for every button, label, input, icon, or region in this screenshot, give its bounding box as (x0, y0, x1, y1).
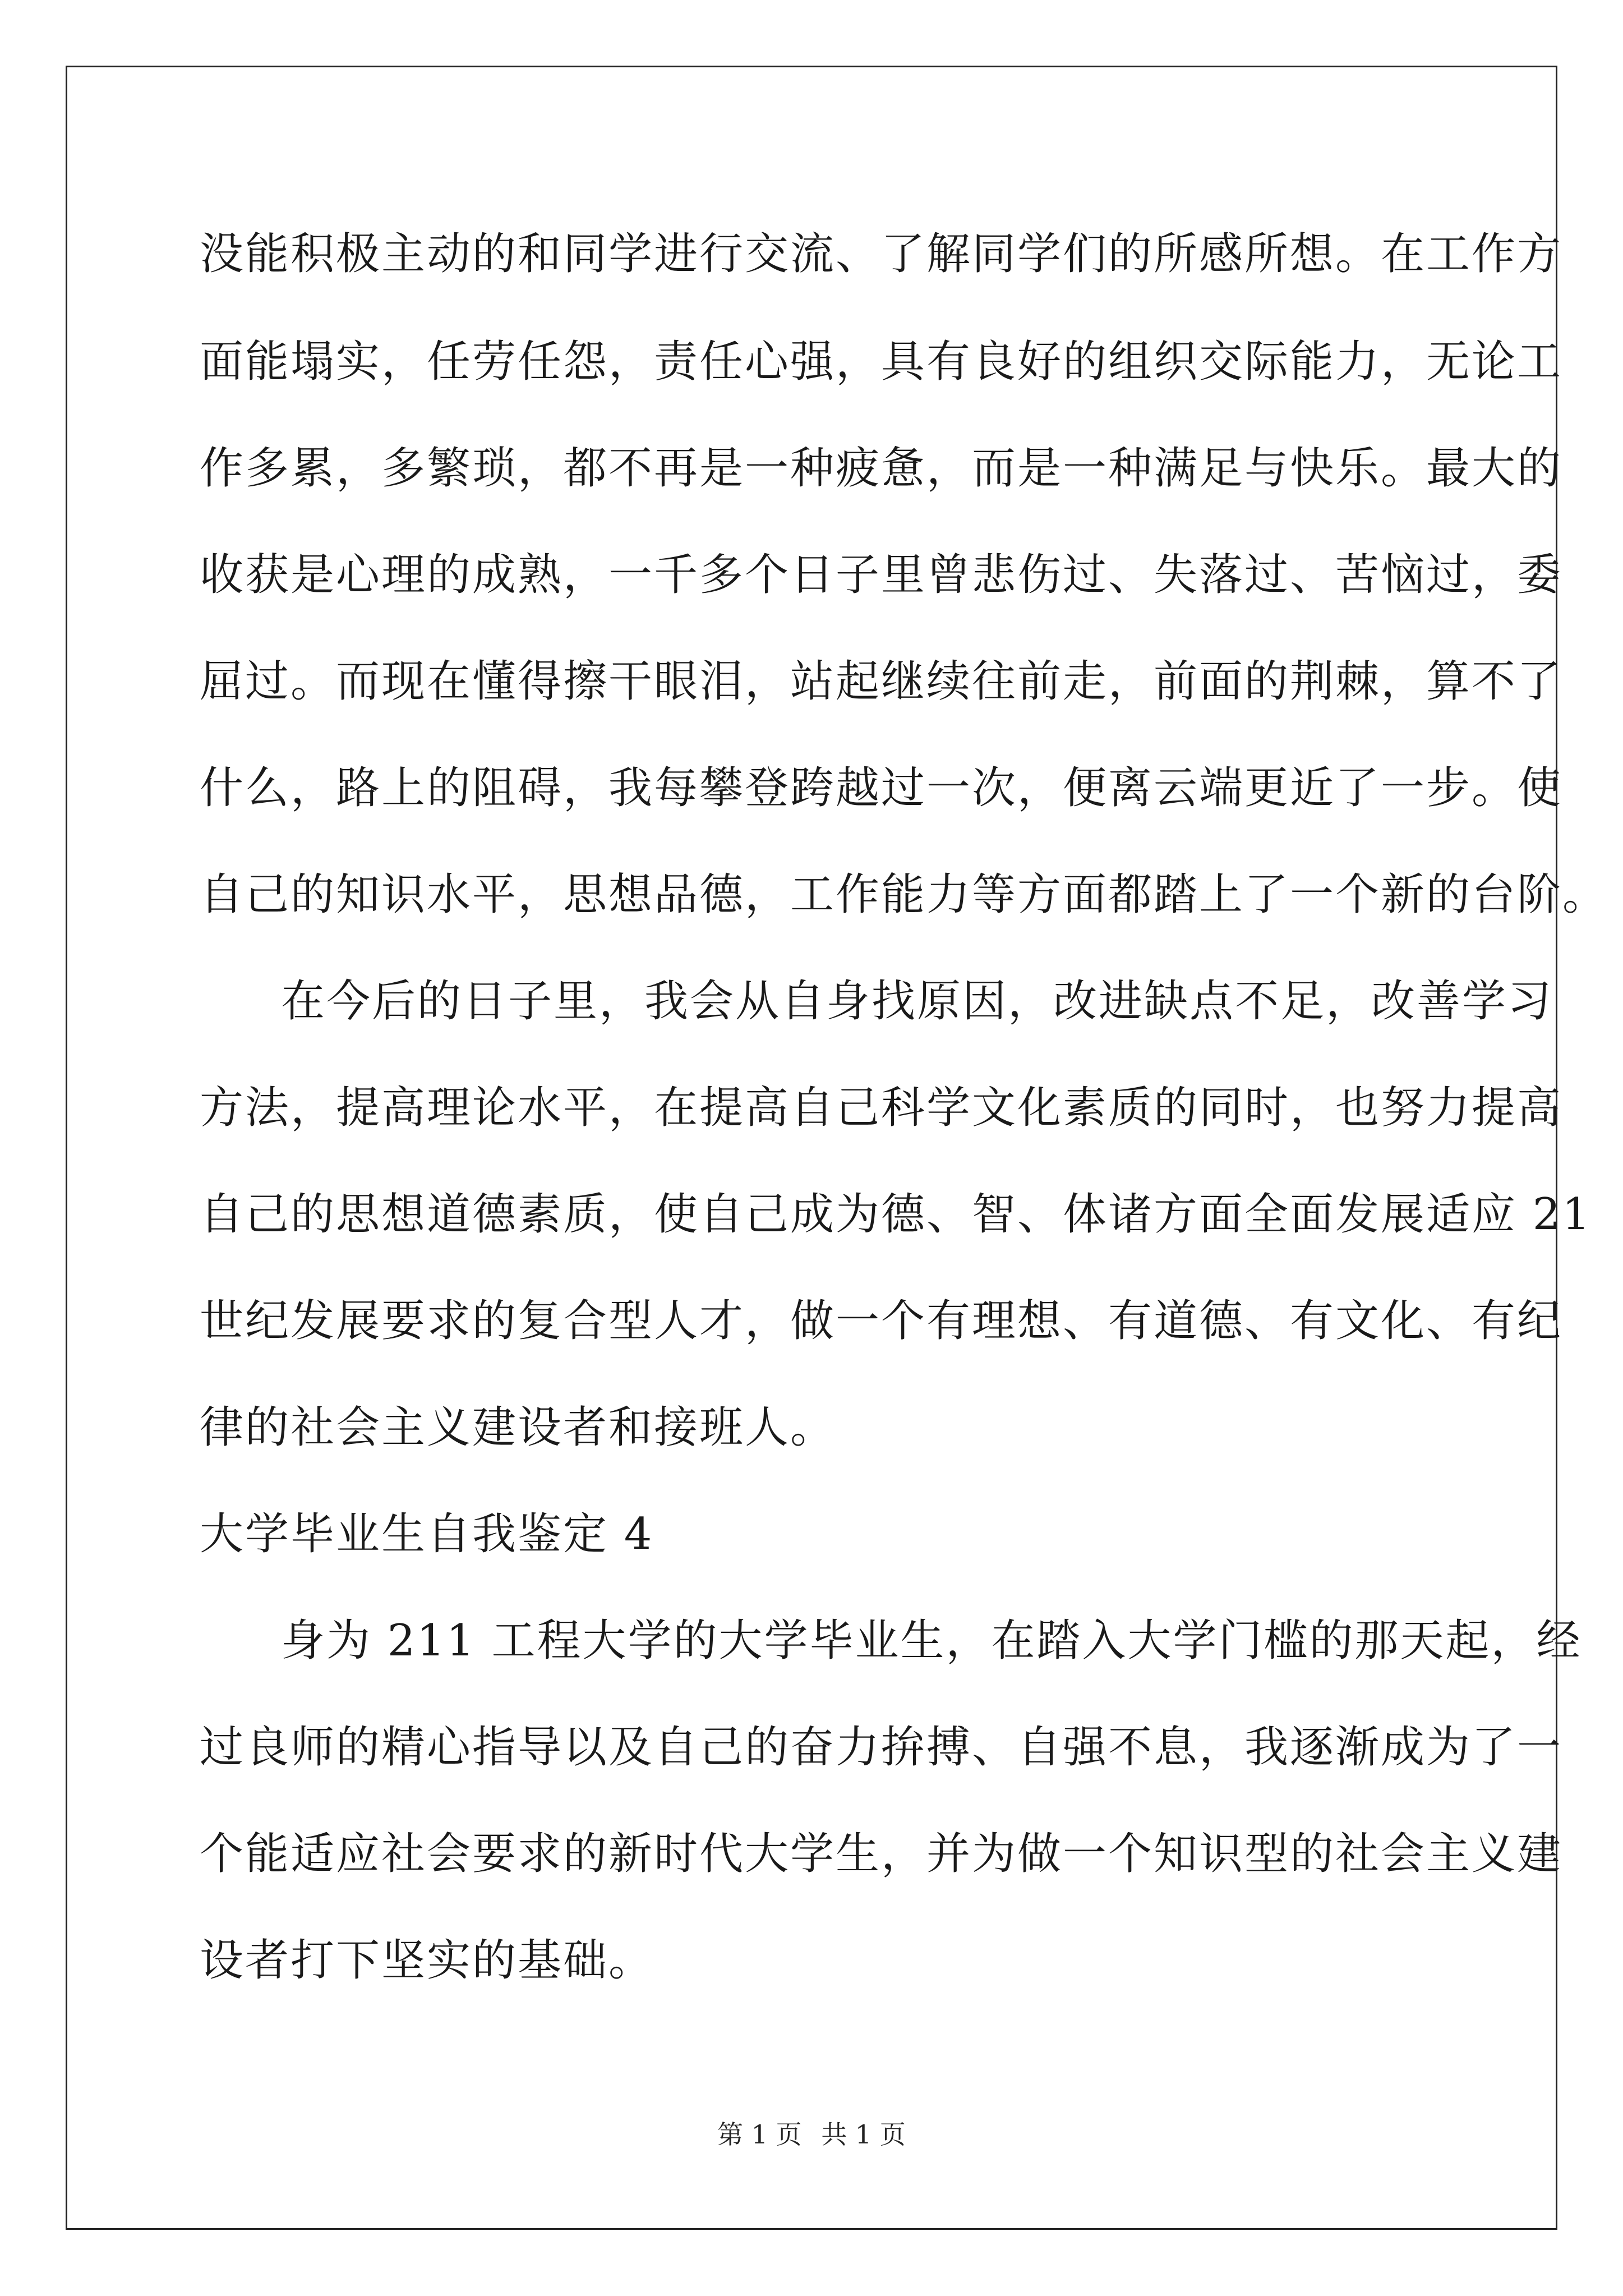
section-heading: 大学毕业生自我鉴定 4 (200, 1509, 654, 1559)
page-footer (0, 2118, 1623, 2151)
text-line: 世纪发展要求的复合型人才，做一个有理想、有道德、有文化、有纪 (200, 1296, 1563, 1346)
text-line: 过良师的精心指导以及自己的奋力拚搏、自强不息，我逐渐成为了一 (200, 1722, 1563, 1773)
document-body (200, 220, 1608, 2033)
paragraph-start-line: 身为 211 工程大学的大学毕业生，在踏入大学门槛的那天起，经 (281, 1616, 1582, 1666)
text-line: 面能塌实，任劳任怨，责任心强，具有良好的组织交际能力，无论工 (200, 337, 1563, 387)
text-line: 自己的思想道德素质，使自己成为德、智、体诸方面全面发展适应 21 (200, 1189, 1592, 1240)
text-line: 什么，路上的阻碍，我每攀登跨越过一次，便离云端更近了一步。使 (200, 763, 1563, 813)
text-line: 自己的知识水平，思想品德，工作能力等方面都踏上了一个新的台阶。 (200, 869, 1608, 920)
text-line: 设者打下坚实的基础。 (200, 1935, 654, 1986)
text-line: 没能积极主动的和同学进行交流、了解同学们的所感所想。在工作方 (200, 229, 1563, 279)
text-line: 个能适应社会要求的新时代大学生，并为做一个知识型的社会主义建 (200, 1829, 1563, 1879)
paragraph-start-line: 在今后的日子里，我会从自身找原因，改进缺点不足，改善学习 (281, 976, 1553, 1027)
text-line: 屈过。而现在懂得擦干眼泪，站起继续往前走，前面的荆棘，算不了 (200, 656, 1563, 707)
text-line: 作多累，多繁琐，都不再是一种疲惫，而是一种满足与快乐。最大的 (200, 443, 1563, 494)
text-line: 律的社会主义建设者和接班人。 (200, 1402, 836, 1453)
text-line: 收获是心理的成熟，一千多个日子里曾悲伤过、失落过、苦恼过，委 (200, 550, 1563, 600)
page-number: 第 1 页 (717, 2119, 802, 2150)
page-total: 共 1 页 (821, 2119, 906, 2150)
text-line: 方法，提高理论水平，在提高自己科学文化素质的同时，也努力提高 (200, 1083, 1563, 1133)
